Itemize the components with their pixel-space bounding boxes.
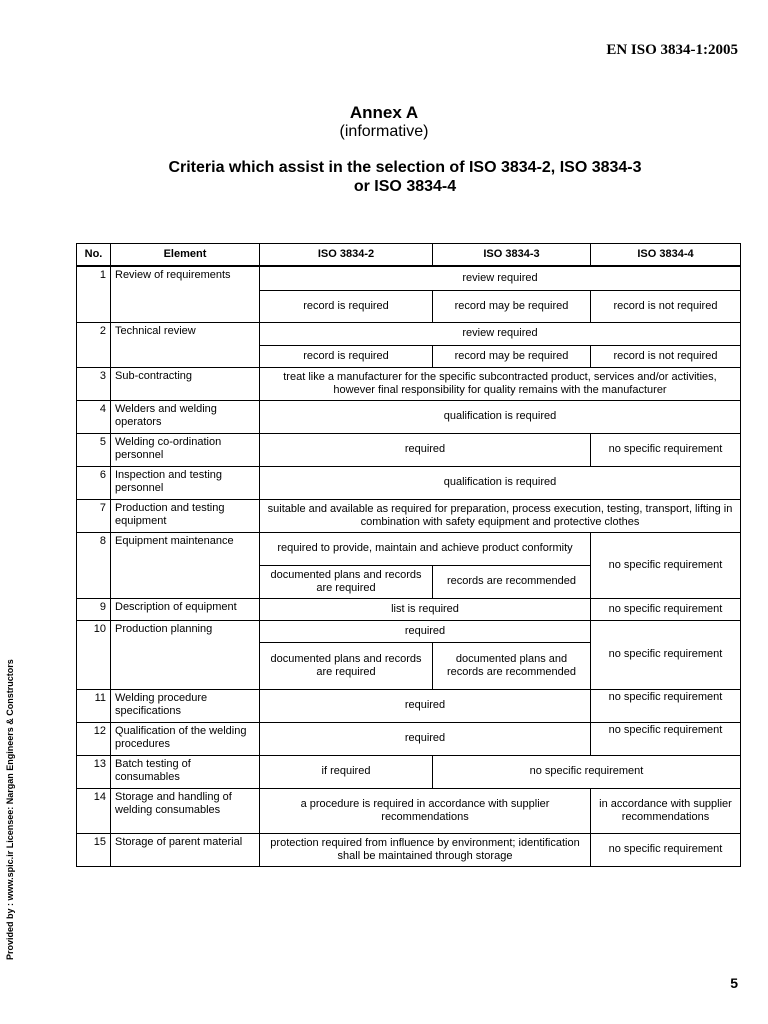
row-number: 14 (77, 788, 111, 833)
annex-title: Annex A (349, 103, 419, 122)
row-requirement: qualification is required (260, 400, 741, 433)
row-requirement: required to provide, maintain and achieve product conformity (260, 532, 591, 565)
row-requirement: review required (260, 266, 741, 290)
cell-iso-3834-4: no specific requirement (591, 689, 741, 722)
table-row (77, 598, 741, 620)
row-element: Welders and welding operators (111, 400, 260, 433)
cell-iso-3834-2: if required (260, 755, 433, 788)
row-element: Equipment maintenance (111, 532, 260, 598)
table-row (77, 722, 741, 755)
table-row (77, 367, 741, 400)
row-number: 7 (77, 499, 111, 532)
row-element: Welding co-ordination personnel (111, 433, 260, 466)
row-requirement: required (260, 620, 591, 642)
row-element: Review of requirements (111, 266, 260, 322)
cell-iso-3834-3: records are recommended (433, 565, 591, 598)
row-element: Batch testing of consumables (111, 755, 260, 788)
row-number: 10 (77, 620, 111, 689)
heading-line-2: or ISO 3834-4 (353, 178, 457, 195)
table-row (77, 788, 741, 833)
cell-iso-3834-2-3: protection required from influence by environment; identification shall be maintained through storage (260, 833, 591, 866)
row-element: Technical review (111, 322, 260, 367)
header-iso-3834-4: ISO 3834-4 (591, 244, 741, 267)
cell-iso-3834-4: no specific requirement (591, 532, 741, 598)
table-row (77, 532, 741, 565)
row-number: 1 (77, 266, 111, 322)
cell-iso-3834-4: no specific requirement (591, 598, 741, 620)
header-element: Element (111, 244, 260, 267)
row-number: 6 (77, 466, 111, 499)
table-row (77, 433, 741, 466)
cell-iso-3834-4: record is not required (591, 290, 741, 322)
table-row (77, 322, 741, 345)
row-requirement: treat like a manufacturer for the specific subcontracted product, services and/or activities, however final responsibility for quality remains with the manufacturer (260, 367, 741, 400)
cell-iso-3834-3: documented plans and records are recommended (433, 642, 591, 689)
cell-iso-3834-2: record is required (260, 290, 433, 322)
row-requirement: qualification is required (260, 466, 741, 499)
document-id: EN ISO 3834-1:2005 (606, 42, 738, 58)
row-requirement: review required (260, 322, 741, 345)
table-row (77, 755, 741, 788)
annex-subtitle: (informative) (339, 123, 429, 140)
table-row (77, 689, 741, 722)
cell-iso-3834-2: record is required (260, 345, 433, 367)
annex-heading (110, 158, 700, 196)
row-number: 3 (77, 367, 111, 400)
header-iso-3834-2: ISO 3834-2 (260, 244, 433, 267)
cell-iso-3834-3: record may be required (433, 290, 591, 322)
table-row (77, 266, 741, 290)
row-number: 13 (77, 755, 111, 788)
row-element: Qualification of the welding procedures (111, 722, 260, 755)
criteria-table (76, 243, 741, 867)
table-row (77, 499, 741, 532)
row-element: Production and testing equipment (111, 499, 260, 532)
cell-iso-3834-2-3: required (260, 689, 591, 722)
cell-iso-3834-2: documented plans and records are required (260, 565, 433, 598)
table-row (77, 400, 741, 433)
row-requirement: suitable and available as required for preparation, process execution, testing, transport, lifting in combination with safety equipment and protective clothes (260, 499, 741, 532)
row-element: Production planning (111, 620, 260, 689)
row-element: Description of equipment (111, 598, 260, 620)
row-number: 15 (77, 833, 111, 866)
cell-iso-3834-4: no specific requirement (591, 620, 741, 689)
cell-iso-3834-4: no specific requirement (591, 722, 741, 755)
licensee-side-note: Provided by : www.spic.ir Licensee: Nargan Engineers & Constructors (5, 659, 15, 960)
cell-iso-3834-2-3: a procedure is required in accordance with supplier recommendations (260, 788, 591, 833)
table-row (77, 466, 741, 499)
header-row (77, 244, 741, 267)
row-number: 9 (77, 598, 111, 620)
row-number: 8 (77, 532, 111, 598)
cell-iso-3834-4: no specific requirement (591, 833, 741, 866)
row-number: 12 (77, 722, 111, 755)
row-element: Sub-contracting (111, 367, 260, 400)
table-row (77, 833, 741, 866)
row-element: Inspection and testing personnel (111, 466, 260, 499)
row-element: Storage and handling of welding consumables (111, 788, 260, 833)
cell-iso-3834-2-3: list is required (260, 598, 591, 620)
heading-line-1: Criteria which assist in the selection of ISO 3834-2, ISO 3834-3 (168, 159, 642, 176)
row-number: 11 (77, 689, 111, 722)
page-number: 5 (730, 975, 738, 991)
cell-iso-3834-4: record is not required (591, 345, 741, 367)
header-no: No. (77, 244, 111, 267)
row-number: 5 (77, 433, 111, 466)
cell-iso-3834-2-3: required (260, 433, 591, 466)
row-number: 2 (77, 322, 111, 367)
cell-iso-3834-2-3: required (260, 722, 591, 755)
row-number: 4 (77, 400, 111, 433)
cell-iso-3834-3-4: no specific requirement (433, 755, 741, 788)
row-element: Welding procedure specifications (111, 689, 260, 722)
cell-iso-3834-3: record may be required (433, 345, 591, 367)
cell-iso-3834-2: documented plans and records are required (260, 642, 433, 689)
table-row (77, 620, 741, 642)
row-element: Storage of parent material (111, 833, 260, 866)
cell-iso-3834-4: no specific requirement (591, 433, 741, 466)
header-iso-3834-3: ISO 3834-3 (433, 244, 591, 267)
cell-iso-3834-4: in accordance with supplier recommendations (591, 788, 741, 833)
